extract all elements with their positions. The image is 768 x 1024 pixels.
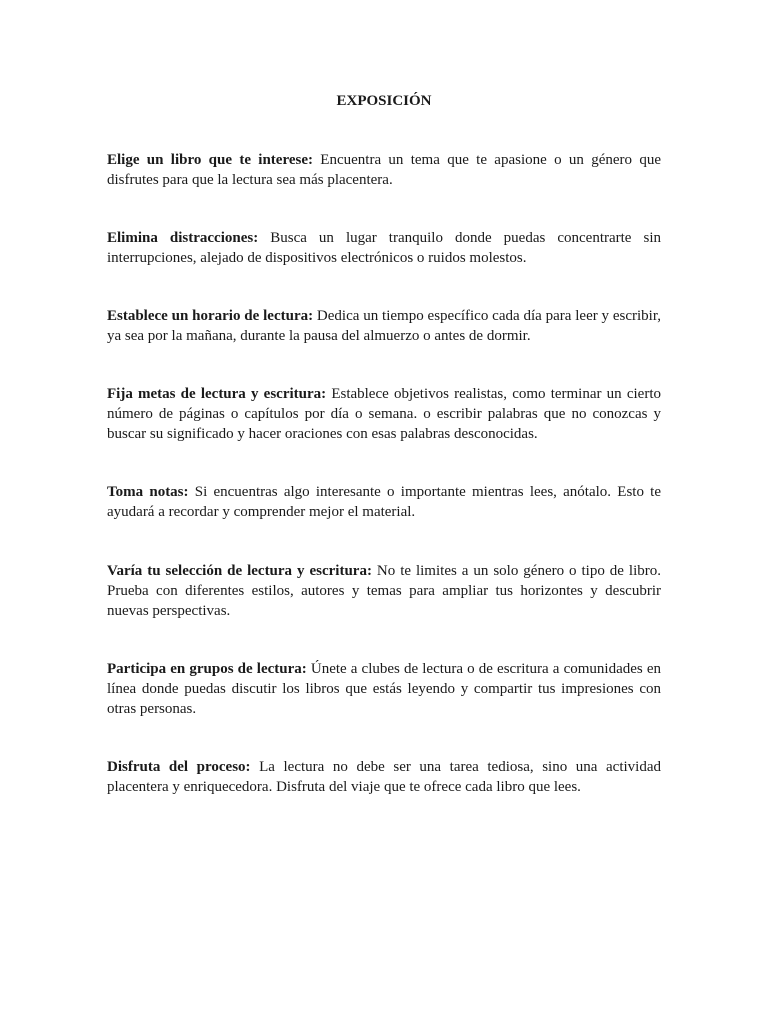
page-title: EXPOSICIÓN [336,93,432,109]
tip-text: No te limites a un solo género o tipo de libro. Prueba con diferentes estilos, autores y temas para ampliar tus horizontes y descubrir nuevas perspectivas. [107,563,661,619]
tip-heading: Elimina distracciones: [107,230,259,246]
tip-paragraph-eliminate-distractions [107,228,661,268]
tip-text: La lectura no debe ser una tarea tediosa, sino una actividad placentera y enriquecedora. Disfruta del viaje que te ofrece cada libro que lees. [107,759,661,795]
tip-text: Encuentra un tema que te apasione o un género que disfrutes para que la lectura sea más placentera. [107,152,661,188]
tip-heading: Varía tu selección de lectura y escritura: [107,563,372,579]
tip-paragraph-reading-schedule [107,306,661,346]
tip-paragraph-enjoy-process [107,757,661,797]
tip-heading: Toma notas: [107,484,189,500]
tip-paragraph-set-goals [107,384,661,444]
tip-paragraph-reading-groups [107,659,661,719]
tip-text: Dedica un tiempo específico cada día para leer y escribir, ya sea por la mañana, durante la pausa del almuerzo o antes de dormir. [107,308,661,344]
tip-text: Únete a clubes de lectura o de escritura a comunidades en línea donde puedas discutir los libros que estás leyendo y compartir tus impresiones con otras personas. [107,661,661,717]
tip-text: Establece objetivos realistas, como terminar un cierto número de páginas o capítulos por día o semana. o escribir palabras que no conozcas y buscar su significado y hacer oraciones con esas palabras desconocidas. [107,386,661,442]
tip-heading: Participa en grupos de lectura: [107,661,307,677]
tip-heading: Fija metas de lectura y escritura: [107,386,327,402]
tip-text: Busca un lugar tranquilo donde puedas concentrarte sin interrupciones, alejado de dispositivos electrónicos o ruidos molestos. [107,230,662,266]
tip-paragraph-vary-selection [107,561,661,621]
tip-heading: Elige un libro que te interese: [107,152,313,168]
tip-paragraph-choose-book [107,150,661,190]
tip-text: Si encuentras algo interesante o importante mientras lees, anótalo. Esto te ayudará a recordar y comprender mejor el material. [107,484,661,520]
tip-paragraph-take-notes [107,482,661,522]
tip-heading: Establece un horario de lectura: [107,308,314,324]
tip-heading: Disfruta del proceso: [107,759,251,775]
